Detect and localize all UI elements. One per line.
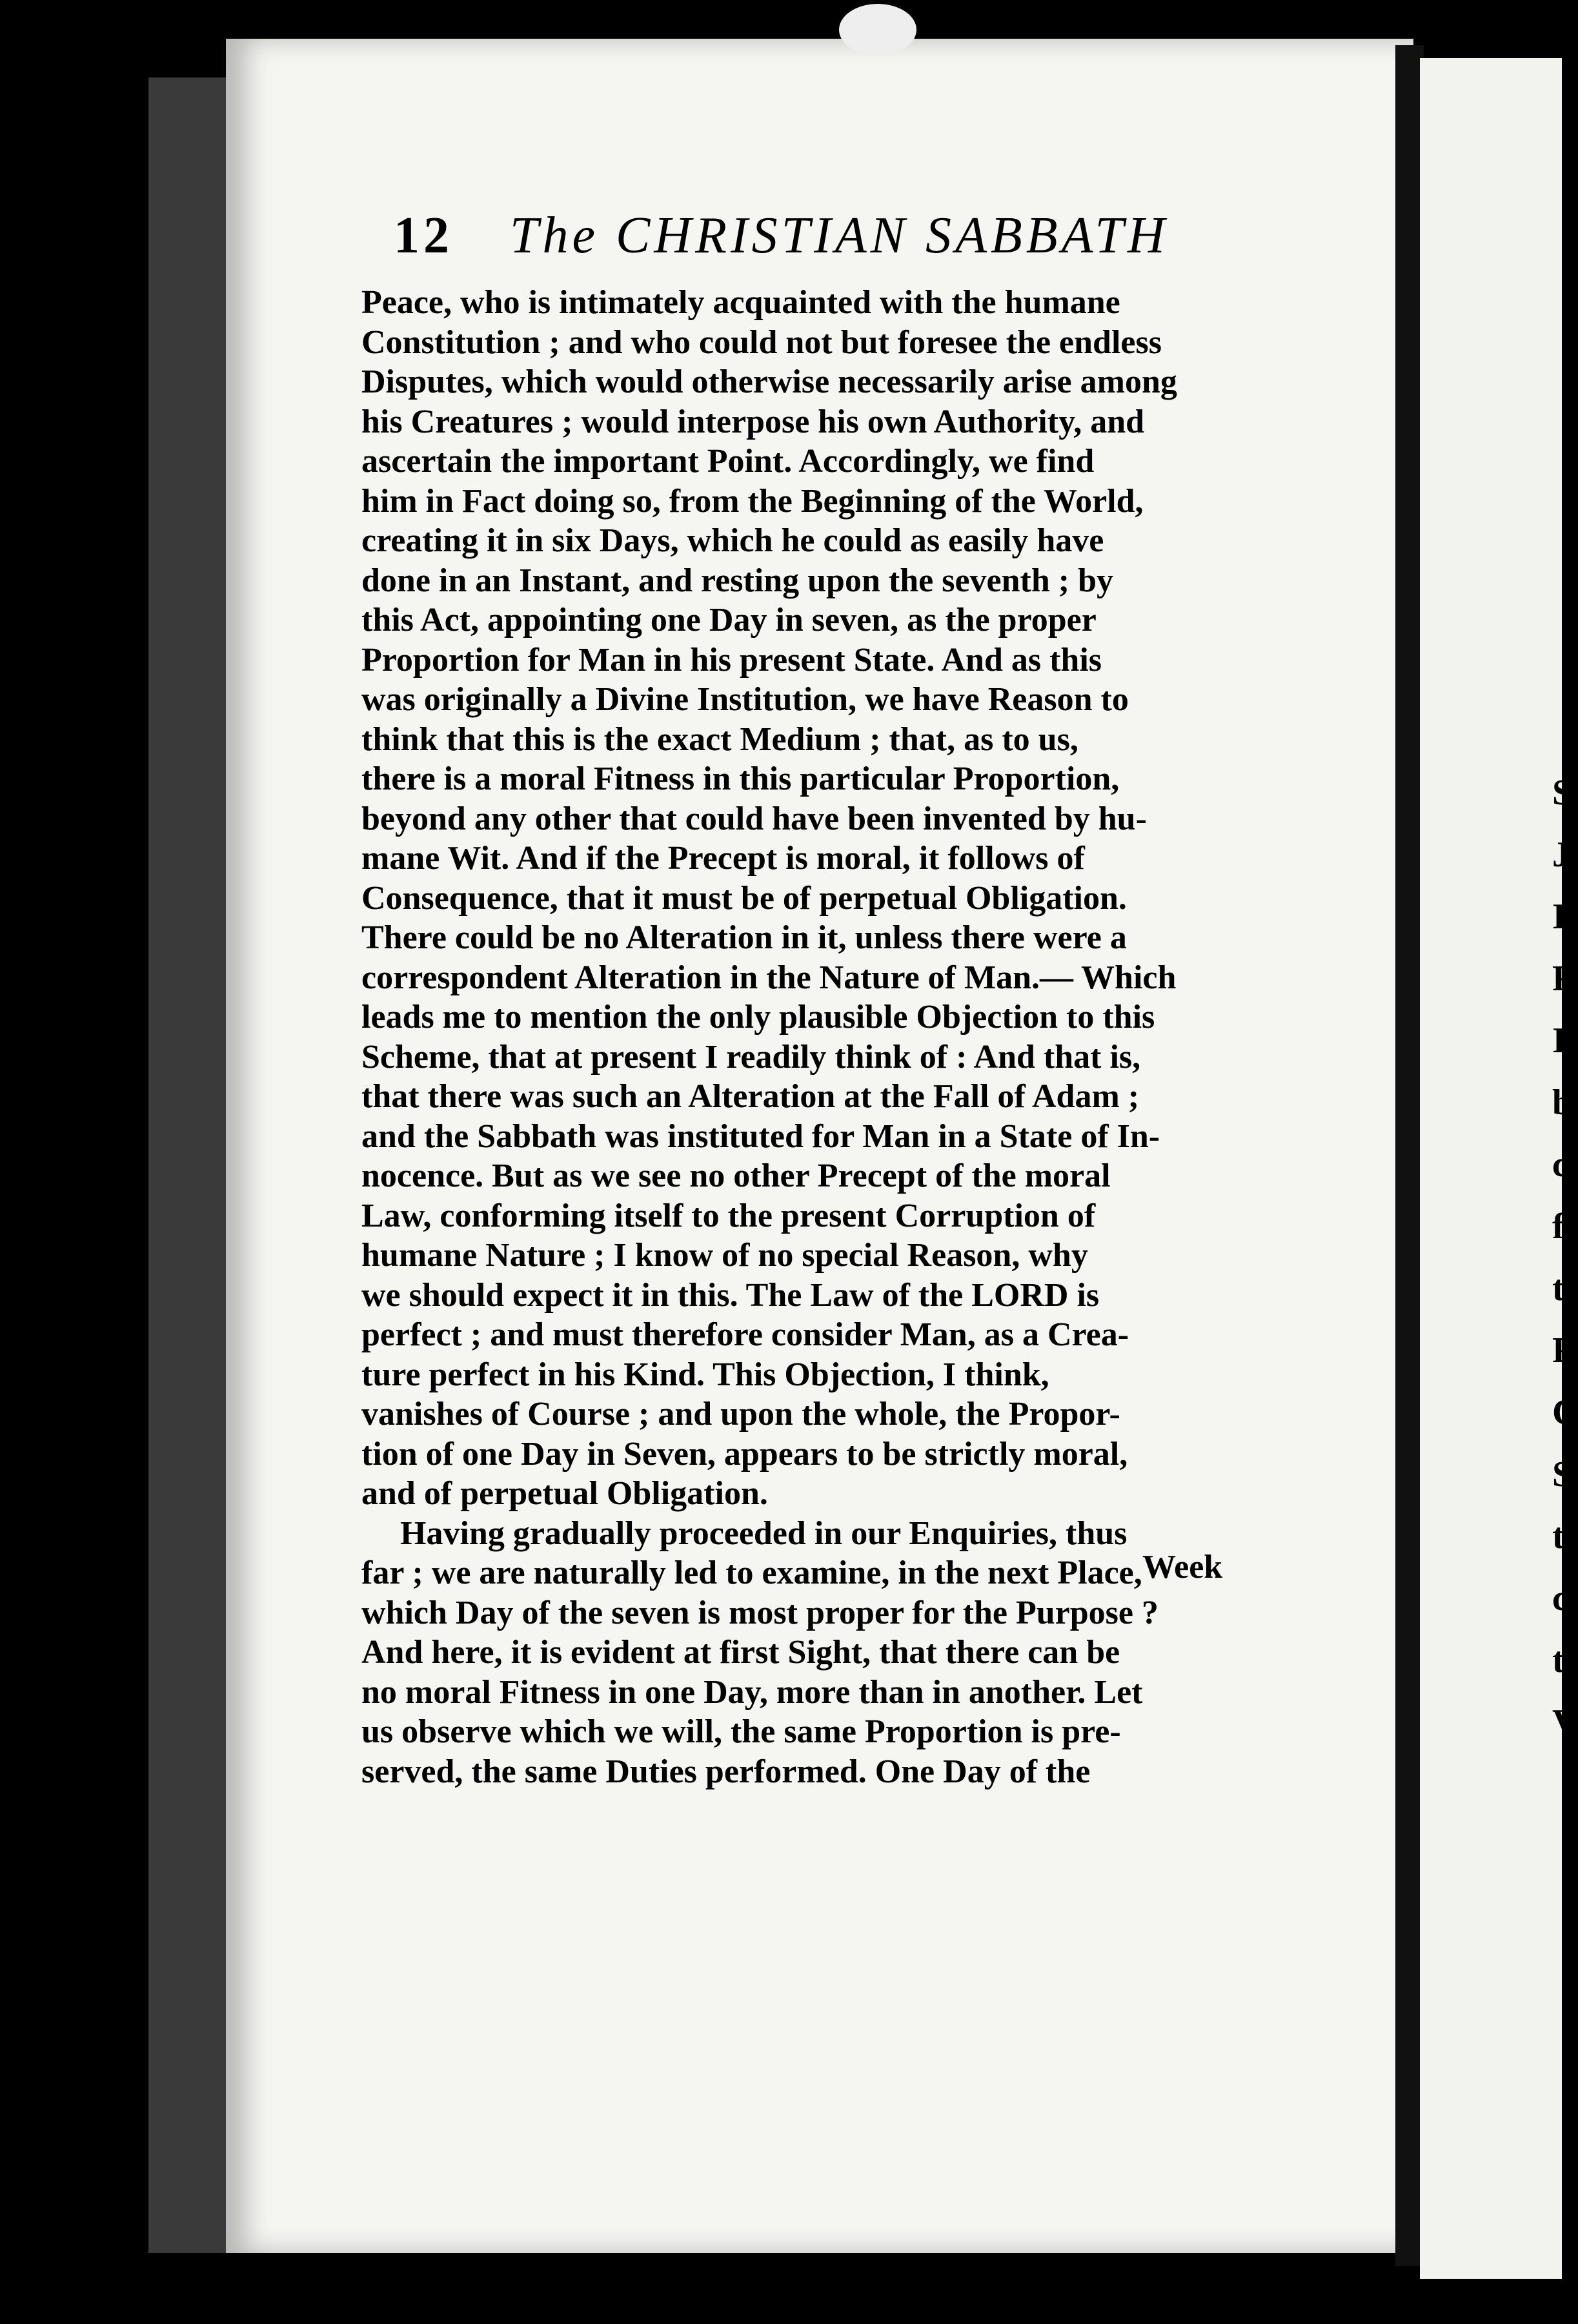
text-line: mane Wit. And if the Precept is moral, it follows of — [361, 840, 1085, 877]
text-line: we should expect it in this. The Law of the LORD is — [361, 1276, 1100, 1314]
left-margin-band — [148, 77, 226, 2253]
text-line: us observe which we will, the same Proportion is pre- — [361, 1713, 1121, 1750]
text-line: no moral Fitness in one Day, more than in another. Let — [361, 1673, 1143, 1711]
text-line: correspondent Alteration in the Nature of Man.— Which — [361, 959, 1177, 996]
text-line: Scheme, that at present I readily think of : And that is, — [361, 1038, 1141, 1075]
text-line: leads me to mention the only plausible Objection to this — [361, 999, 1155, 1035]
text-line: Having gradually proceeded in our Enquiries, thus — [400, 1514, 1128, 1552]
text-line: that there was such an Alteration at the Fall of Adam ; — [361, 1078, 1140, 1115]
text-line: which Day of the seven is most proper for the Purpose ? — [361, 1594, 1158, 1631]
page-number: 12 — [394, 207, 453, 264]
text-line: this Act, appointing one Day in seven, as the proper — [361, 602, 1097, 638]
fragment-letter: V — [1552, 1702, 1578, 1742]
text-line: Disputes, which would otherwise necessarily arise among — [361, 363, 1177, 400]
fragment-letter: C — [1552, 1392, 1578, 1432]
text-line: creating it in six Days, which he could as easily have — [361, 522, 1104, 559]
running-title: The CHRISTIAN SABBATH — [510, 207, 1169, 264]
text-line: there is a moral Fitness in this particular Proportion, — [361, 760, 1120, 797]
text-line: him in Fact doing so, from the Beginning of the World, — [361, 482, 1144, 520]
fragment-letter: t — [1552, 1516, 1564, 1556]
fragment-letter: I — [1552, 1021, 1566, 1061]
text-line: Proportion for Man in his present State. And as this — [361, 641, 1102, 678]
text-line: Law, conforming itself to the present Corruption of — [361, 1197, 1096, 1234]
running-header — [394, 207, 1246, 265]
text-line: and of perpetual Obligation. — [361, 1475, 768, 1512]
catchword: Week — [1142, 1549, 1223, 1585]
text-line: done in an Instant, and resting upon the seventh ; by — [361, 562, 1113, 599]
fragment-letter: t — [1552, 1269, 1564, 1309]
fragment-letter: F — [1552, 1330, 1575, 1371]
fragment-letter: I — [1552, 897, 1566, 937]
body-text — [361, 283, 1265, 1791]
fragment-letter: c — [1552, 1578, 1568, 1618]
text-line: tion of one Day in Seven, appears to be strictly moral, — [361, 1435, 1128, 1473]
facing-page-edge — [1420, 58, 1578, 2279]
fragment-letter: F — [1552, 959, 1575, 999]
text-line: There could be no Alteration in it, unless there were a — [361, 919, 1127, 956]
text-line: Peace, who is intimately acquainted with the humane — [361, 284, 1120, 321]
text-line: And here, it is evident at first Sight, that there can be — [361, 1634, 1120, 1671]
text-line: beyond any other that could have been invented by hu- — [361, 800, 1147, 837]
fragment-letter: c — [1552, 1145, 1568, 1185]
text-line: perfect ; and must therefore consider Man, as a Crea- — [361, 1316, 1129, 1353]
text-line: Constitution ; and who could not but foresee the endless — [361, 323, 1162, 361]
fragment-letter: S — [1552, 1454, 1573, 1494]
text-line: think that this is the exact Medium ; that, as to us, — [361, 720, 1078, 758]
text-line: ture perfect in his Kind. This Objection, I think, — [361, 1356, 1049, 1393]
text-line: served, the same Duties performed. One Day of the — [361, 1753, 1091, 1790]
fragment-letter: f — [1552, 1207, 1564, 1247]
text-line: his Creatures ; would interpose his own Authority, and — [361, 403, 1145, 440]
text-line: was originally a Divine Institution, we have Reason to — [361, 681, 1129, 718]
fragment-letter: t — [1552, 1640, 1564, 1680]
fragment-letter: b — [1552, 1083, 1573, 1123]
text-line: nocence. But as we see no other Precept of the moral — [361, 1157, 1111, 1194]
text-line: and the Sabbath was instituted for Man in a State of In- — [361, 1117, 1160, 1155]
text-line: far ; we are naturally led to examine, in the next Place, — [361, 1554, 1142, 1591]
scan-blemish — [839, 4, 916, 56]
facing-page-fragments — [1552, 762, 1578, 1753]
text-line: ascertain the important Point. Accordingly, we find — [361, 443, 1095, 480]
text-line: humane Nature ; I know of no special Reason, why — [361, 1237, 1088, 1274]
fragment-letter: S — [1552, 773, 1573, 813]
text-line: Consequence, that it must be of perpetual Obligation. — [361, 879, 1127, 917]
fragment-letter: J — [1552, 835, 1570, 875]
text-line: vanishes of Course ; and upon the whole, the Propor- — [361, 1396, 1120, 1432]
